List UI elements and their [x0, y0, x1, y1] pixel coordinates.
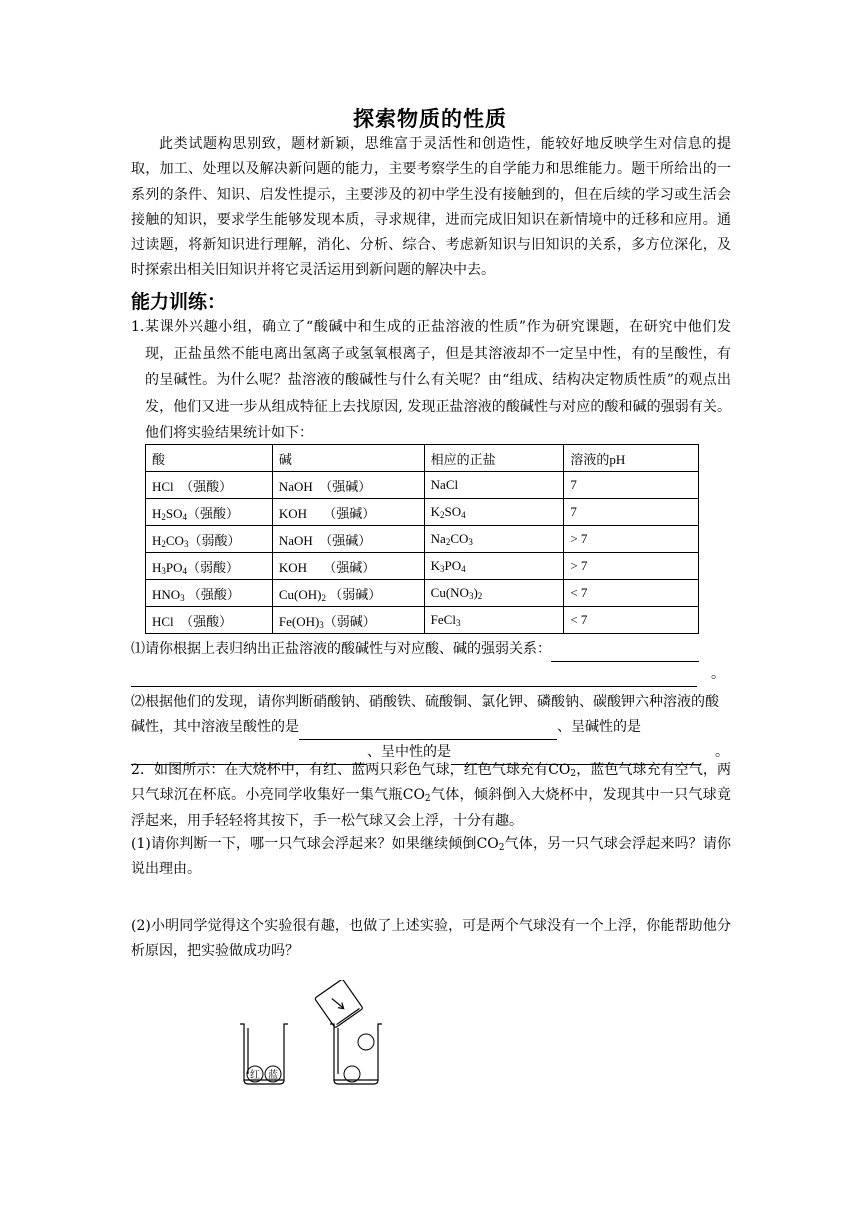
- question-2-text: 2．如图所示：在大烧杯中，有红、蓝两只彩色气球，红色气球充有$CO_2$，蓝色气球充有空气，两只气球沉在杯底。小亮同学收集好一集气瓶$CO_2$气体，倾斜倒入大烧杯中，发现其中一只气球竟浮起来，用手轻轻将其按下，手一松气球又会上浮，十分有趣。: [131, 762, 731, 829]
- table-cell: $Fe(OH)_3$（弱碱）: [272, 607, 424, 634]
- answer-blank-1a[interactable]: [551, 645, 699, 662]
- blue-balloon-label: 蓝: [268, 1070, 278, 1081]
- table-header-cell: 酸: [146, 445, 273, 472]
- table-cell: HCl （强酸）: [146, 607, 273, 634]
- page-title: 探索物质的性质: [353, 107, 507, 131]
- floating-balloon: [358, 1034, 374, 1050]
- table-cell: NaOH （强碱）: [272, 526, 424, 553]
- table-cell: $H_3PO_4$（弱酸）: [146, 553, 273, 580]
- table-cell: 7: [564, 499, 699, 526]
- table-cell: $Na_2CO_3$: [424, 526, 564, 553]
- question-1-sub1-line2: 。: [131, 662, 731, 687]
- beaker-figure: [230, 980, 410, 1090]
- table-cell: $H_2SO_4$（强酸）: [146, 499, 273, 526]
- question-2-sub2: (2)小明同学觉得这个实验很有趣，也做了上述实验，可是两个气球没有一个上浮，你能帮助他分析原因，把实验做成功吗？: [131, 918, 731, 960]
- intro-paragraph: 此类试题构思别致，题材新颖，思维富于灵活性和创造性，能较好地反映学生对信息的提取，加工、处理以及解决新问题的能力，主要考察学生的自学能力和思维能力。题干所给出的一系列的条件、知识、启发性提示，主要涉及的初中学生没有接触到的，但在后续的学习或生活会接触的知识，要求学生能够发现本质，寻求规律，进而完成旧知识在新情境中的迁移和应用。通过读题，将新知识进行理解，消化、分析、综合、考虑新知识与旧知识的关系，多方位深化，及时探索出相关旧知识并将它灵活运用到新问题的解决中去。: [131, 136, 731, 279]
- table-cell: $HNO_3$ （强酸）: [146, 580, 273, 607]
- table-row: [146, 499, 699, 526]
- table-cell: HCl （强酸）: [146, 472, 273, 499]
- gas-jar: [315, 980, 363, 1028]
- question-1-text: 1.某课外兴趣小组，确立了“酸碱中和生成的正盐溶液的性质”作为研究课题，在研究中他们发现，正盐虽然不能电离出氢离子或氢氧根离子，但是其溶液却不一定呈中性，有的呈酸性，有的呈碱性。为什么呢？盐溶液的酸碱性与什么有关呢？由“组成、结构决定物质性质”的观点出发，他们又进一步从组成特征上去找原因, 发现正盐溶液的酸碱性与对应的酸和碱的强弱有关。他们将实验结果统计如下：: [131, 319, 731, 441]
- right-beaker: [330, 1024, 382, 1084]
- table-cell: $H_2CO_3$（弱酸）: [146, 526, 273, 553]
- table-cell: NaCl: [424, 472, 564, 499]
- results-table: [145, 444, 699, 634]
- question-2-sub1: (1)请你判断一下，哪一只气球会浮起来？如果继续倾倒$CO_2$气体，另一只气球会浮起来吗？请你说出理由。: [131, 836, 731, 878]
- table-row: [146, 580, 699, 607]
- table-cell: $K_2SO_4$: [424, 499, 564, 526]
- red-balloon-label: 红: [250, 1070, 260, 1081]
- table-row: [146, 607, 699, 634]
- question-1-sub1: ⑴请你根据上表归纳出正盐溶液的酸碱性与对应酸、碱的强弱关系：: [131, 637, 731, 662]
- table-cell: < 7: [564, 607, 699, 634]
- table-cell: 7: [564, 472, 699, 499]
- table-cell: NaOH （强碱）: [272, 472, 424, 499]
- answer-blank-acidic[interactable]: [299, 723, 557, 740]
- table-cell: $Cu(OH)_2$ （弱碱）: [272, 580, 424, 607]
- table-cell: FeCl$_3$: [424, 607, 564, 634]
- table-cell: > 7: [564, 526, 699, 553]
- table-header-cell: 碱: [272, 445, 424, 472]
- table-cell: $Cu(NO_3)_2$: [424, 580, 564, 607]
- table-cell: KOH （强碱）: [272, 553, 424, 580]
- table-cell: KOH （强碱）: [272, 499, 424, 526]
- table-cell: > 7: [564, 553, 699, 580]
- table-cell: < 7: [564, 580, 699, 607]
- table-cell: $K_3PO_4$: [424, 553, 564, 580]
- answer-blank-1b[interactable]: [131, 670, 697, 687]
- table-header-cell: 溶液的pH: [564, 445, 699, 472]
- table-row: [146, 472, 699, 499]
- table-header-cell: 相应的正盐: [424, 445, 564, 472]
- question-1-sub2: ⑵根据他们的发现，请你判断硝酸钠、硝酸铁、硫酸铜、氯化钾、磷酸钠、碳酸钾六种溶液的酸碱性，其中溶液呈酸性的是 、呈碱性的是 、呈中性的是 。: [131, 690, 731, 765]
- section-heading: 能力训练：: [131, 291, 227, 313]
- table-row: [146, 553, 699, 580]
- table-header-row: [146, 445, 699, 472]
- table-row: [146, 526, 699, 553]
